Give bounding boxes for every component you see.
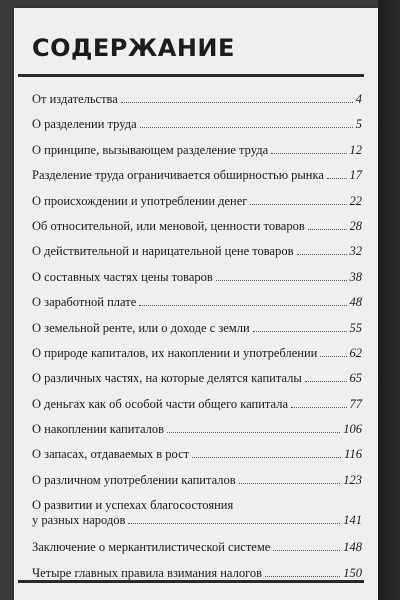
toc-entry <box>32 219 362 244</box>
toc-entry-title: О природе капиталов, их накоплении и употреблении <box>32 345 318 360</box>
toc-entry-title: Четыре главных правила взимания налогов <box>32 565 263 580</box>
toc-entry <box>32 295 362 320</box>
toc-entry <box>32 92 362 117</box>
toc-entry-title: О запасах, отдаваемых в рост <box>32 447 190 462</box>
toc-entry-page: 38 <box>349 269 362 284</box>
toc-entry-title: О действительной и нарицательной цене товаров <box>32 244 294 259</box>
toc-entry-page: 62 <box>349 345 362 360</box>
toc-entry-title-line2: у разных народов <box>32 513 126 528</box>
toc-entry <box>32 270 362 295</box>
toc-entry-page: 148 <box>343 540 362 555</box>
dot-leader <box>167 422 340 433</box>
dot-leader <box>327 168 347 179</box>
toc-entry-title: Заключение о меркантилистической системе <box>32 540 271 555</box>
toc-entry-title: О заработной плате <box>32 295 137 310</box>
toc-entry-page: 32 <box>349 244 362 259</box>
dot-leader <box>250 194 346 205</box>
toc-entry <box>32 117 362 142</box>
dot-leader <box>305 371 347 382</box>
toc-entry-title: Об относительной, или меновой, ценности товаров <box>32 218 305 233</box>
dot-leader <box>320 346 346 357</box>
toc-entry-page: 106 <box>343 422 362 437</box>
toc-entry-title: О земельной ренте, или о доходе с земли <box>32 320 250 335</box>
dot-leader <box>216 270 347 281</box>
toc-entry-page: 5 <box>355 117 362 132</box>
dot-leader <box>239 473 341 484</box>
toc-entry <box>32 143 362 168</box>
toc-entry <box>32 397 362 422</box>
toc-entry-title: О накоплении капиталов <box>32 422 165 437</box>
toc-entry <box>32 244 362 269</box>
toc-entry-title-line1: О развитии и успехах благосостояния <box>32 498 234 513</box>
dot-leader <box>253 321 347 332</box>
bottom-rule <box>18 580 364 583</box>
dot-leader <box>297 244 347 255</box>
toc-entry <box>32 566 362 591</box>
table-of-contents <box>32 92 362 591</box>
toc-entry <box>32 498 362 540</box>
toc-entry-page: 65 <box>349 371 362 386</box>
dot-leader <box>192 447 341 458</box>
toc-entry <box>32 540 362 565</box>
toc-entry <box>32 371 362 396</box>
top-rule <box>18 74 364 77</box>
toc-entry <box>32 422 362 447</box>
toc-entry <box>32 346 362 371</box>
toc-entry-title: О различных частях, на которые делятся капиталы <box>32 371 302 386</box>
dot-leader <box>140 117 353 128</box>
dot-leader <box>273 540 340 551</box>
toc-entry-page: 55 <box>349 320 362 335</box>
toc-entry-title: О разделении труда <box>32 117 137 132</box>
toc-entry-page: 17 <box>349 168 362 183</box>
toc-entry-title: О деньгах как об особой части общего капитала <box>32 396 288 411</box>
dot-leader <box>128 513 340 524</box>
toc-entry-page: 123 <box>343 472 362 487</box>
toc-entry-page: 28 <box>349 218 362 233</box>
dot-leader <box>308 219 347 230</box>
dot-leader <box>265 566 340 577</box>
contents-heading: СОДЕРЖАНИЕ <box>32 34 235 62</box>
toc-entry <box>32 447 362 472</box>
toc-entry <box>32 321 362 346</box>
toc-entry-title: От издательства <box>32 92 118 106</box>
toc-entry-title: О различном употреблении капиталов <box>32 472 236 487</box>
toc-entry-title: О принципе, вызывающем разделение труда <box>32 142 269 157</box>
toc-entry <box>32 168 362 193</box>
toc-entry <box>32 473 362 498</box>
toc-entry-page: 141 <box>343 513 362 528</box>
toc-entry-title: О происхождении и употреблении денег <box>32 193 248 208</box>
toc-entry <box>32 194 362 219</box>
dot-leader <box>121 92 353 103</box>
toc-entry-page: 48 <box>349 295 362 310</box>
toc-entry-title: О составных частях цены товаров <box>32 269 213 284</box>
toc-entry-title: Разделение труда ограничивается обширностью рынка <box>32 168 324 183</box>
book-spine <box>378 0 400 600</box>
dot-leader <box>139 295 346 306</box>
dot-leader <box>291 397 347 408</box>
toc-entry-page: 12 <box>349 142 362 157</box>
toc-entry-page: 4 <box>355 92 362 106</box>
toc-entry-page: 116 <box>344 447 362 462</box>
toc-entry-page: 77 <box>349 396 362 411</box>
dot-leader <box>271 143 346 154</box>
toc-entry-page: 22 <box>349 193 362 208</box>
toc-entry-page: 150 <box>343 565 362 580</box>
